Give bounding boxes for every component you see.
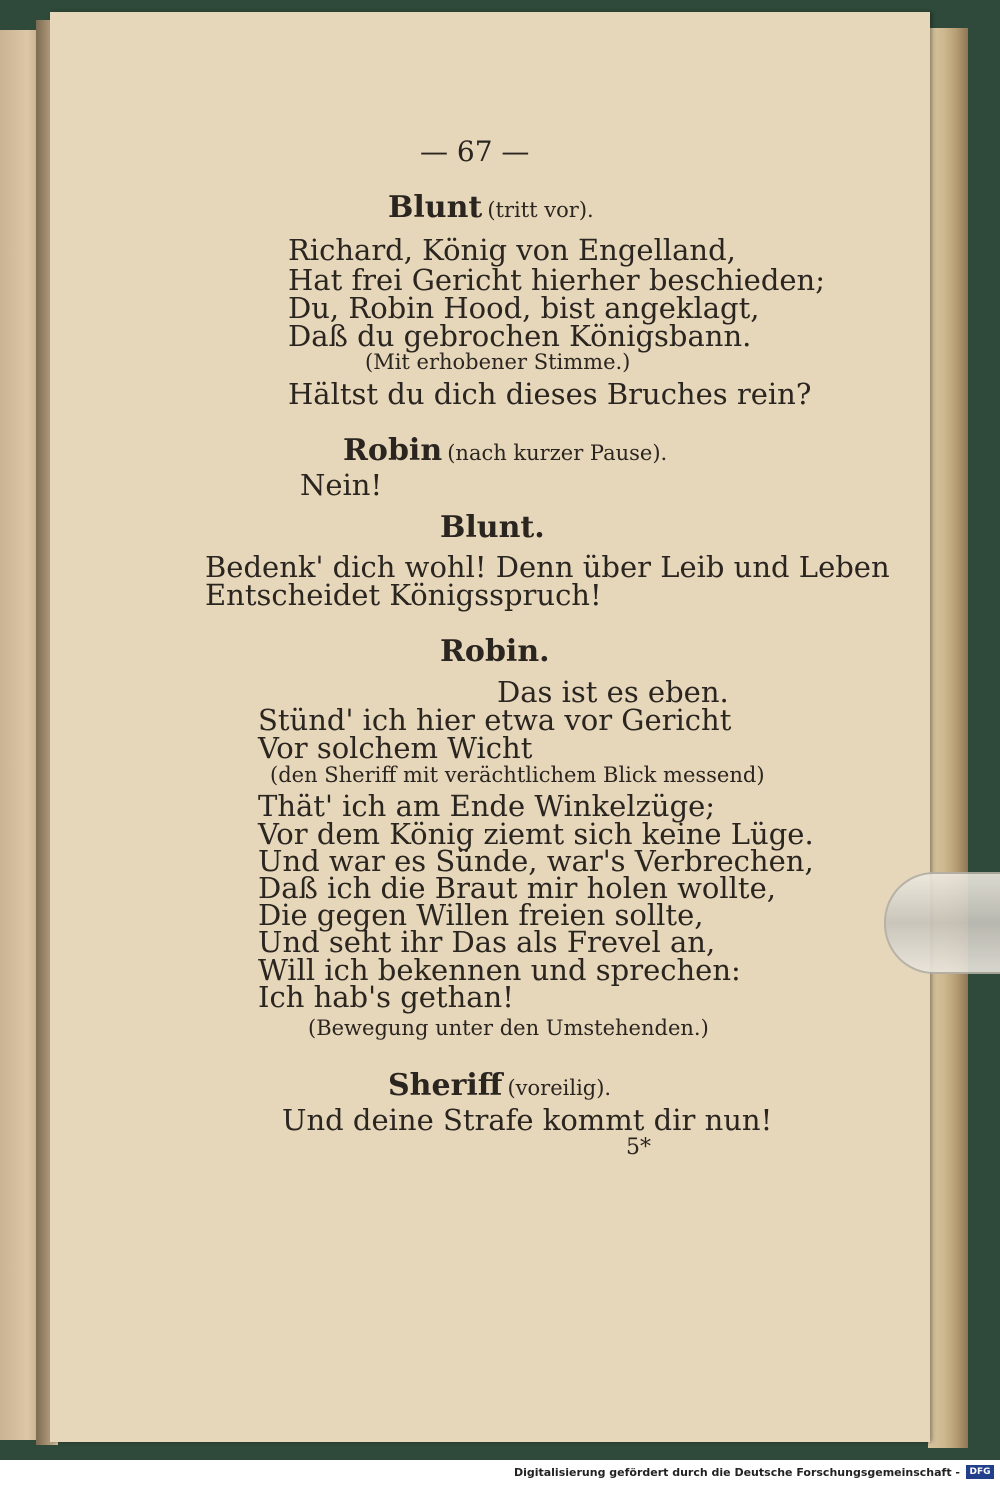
stage-note: (Mit erhobener Stimme.) [365, 350, 631, 374]
verse-line: Entscheidet Königsspruch! [205, 578, 602, 612]
stage-note: (Bewegung unter den Umstehenden.) [308, 1016, 709, 1040]
verse-line: Hältst du dich dieses Bruches rein? [288, 377, 812, 411]
verse-line: Stünd' ich hier etwa vor Gericht [258, 703, 732, 737]
speaker-heading [388, 1068, 611, 1103]
stage-note: (den Sheriff mit verächtlichem Blick messend) [270, 763, 765, 787]
speaker-heading [388, 190, 594, 225]
verse-line: Und seht ihr Das als Frevel an, [258, 925, 716, 959]
verse-line: Hat frei Gericht hierher beschieden; [288, 263, 825, 297]
dfg-logo: DFG [966, 1465, 994, 1479]
verse-line: Vor dem König ziemt sich keine Lüge. [258, 817, 814, 851]
footer-bar [0, 1460, 1000, 1485]
speaker-name: Robin. [440, 634, 550, 669]
verse-line: Bedenk' dich wohl! Denn über Leib und Leben [205, 550, 890, 584]
page-stack-edge [928, 28, 968, 1448]
stage-direction: (nach kurzer Pause). [447, 441, 668, 465]
footer-credit: Digitalisierung gefördert durch die Deutsche Forschungsgemeinschaft - [513, 1466, 960, 1479]
speaker-name: Blunt. [440, 510, 545, 545]
verse-line: Thät' ich am Ende Winkelzüge; [258, 789, 716, 823]
verse-line: Richard, König von Engelland, [288, 233, 736, 267]
page-number: — 67 — [420, 135, 530, 168]
stage-direction: (voreilig). [507, 1076, 612, 1100]
verse-line: Nein! [300, 468, 383, 502]
page-clip-icon [884, 872, 1000, 974]
verse-line: Und deine Strafe kommt dir nun! [282, 1103, 773, 1137]
verse-line: Will ich bekennen und sprechen: [258, 953, 741, 987]
speaker-name: Sheriff [388, 1068, 503, 1103]
verse-line: Du, Robin Hood, bist angeklagt, [288, 291, 760, 325]
verse-line: Vor solchem Wicht [258, 731, 533, 765]
stage-direction: (tritt vor). [487, 198, 594, 222]
speaker-name: Blunt [388, 190, 483, 225]
verse-line: Und war es Sünde, war's Verbrechen, [258, 844, 814, 878]
speaker-heading [343, 433, 667, 468]
signature-mark: 5* [626, 1135, 651, 1160]
speaker-name: Robin [343, 433, 443, 468]
verse-line: Die gegen Willen freien sollte, [258, 898, 704, 932]
verse-line: Daß du gebrochen Königsbann. [288, 319, 752, 353]
verse-line: Das ist es eben. [497, 675, 729, 709]
verse-line: Ich hab's gethan! [258, 980, 514, 1014]
verse-line: Daß ich die Braut mir holen wollte, [258, 871, 776, 905]
